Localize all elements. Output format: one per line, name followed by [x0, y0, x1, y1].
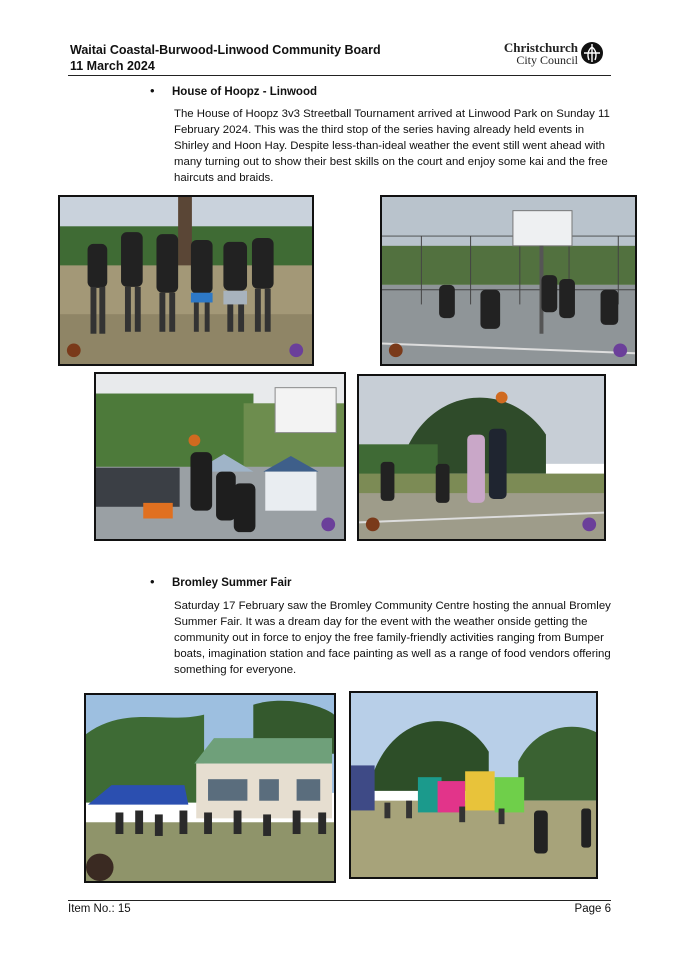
- report-date: 11 March 2024: [70, 59, 155, 73]
- section-bullet: •: [150, 83, 155, 98]
- photo-community-centre: [84, 693, 336, 883]
- photo-shooter-tents: [94, 372, 346, 541]
- logo-line-2: City Council: [516, 53, 578, 67]
- photo-court-game: [380, 195, 637, 366]
- board-name: Waitai Coastal-Burwood-Linwood Community Board: [70, 43, 381, 57]
- logo-line-1: Christchurch: [503, 40, 578, 55]
- section-body-house-of-hoopz: The House of Hoopz 3v3 Streetball Tournament arrived at Linwood Park on Sunday 11 February 2024. This was the third stop of the series having already held events in Shirley and Hoon Hay. Despite less-than-ideal weather the event still went ahead with many turning out to show their best skills on the court and enjoy some kai and the free haircuts and braids.: [174, 108, 610, 184]
- section-bullet: •: [150, 574, 155, 589]
- photo-group-players: [58, 195, 314, 366]
- council-logo: [498, 41, 608, 69]
- page-number: Page 6: [574, 903, 611, 915]
- section-heading-house-of-hoopz: House of Hoopz - Linwood: [172, 86, 318, 98]
- photo-bouncy-castles: [349, 691, 598, 879]
- section-body-bromley-summer-fair: Saturday 17 February saw the Bromley Community Centre hosting the annual Bromley Summer Fair. It was a dream day for the event with the weather onside getting the community out in force to enjoy the free family-friendly activities ranging from Bumper boats, imagination station and face painting as well as a range of food vendors offering something for everyone.: [174, 600, 611, 676]
- item-number: Item No.: 15: [68, 903, 131, 915]
- photo-layup-tree: [357, 374, 606, 541]
- section-heading-bromley-summer-fair: Bromley Summer Fair: [172, 577, 292, 589]
- council-emblem-icon: [580, 41, 604, 65]
- header-rule: [68, 75, 611, 76]
- footer-rule: [68, 900, 611, 901]
